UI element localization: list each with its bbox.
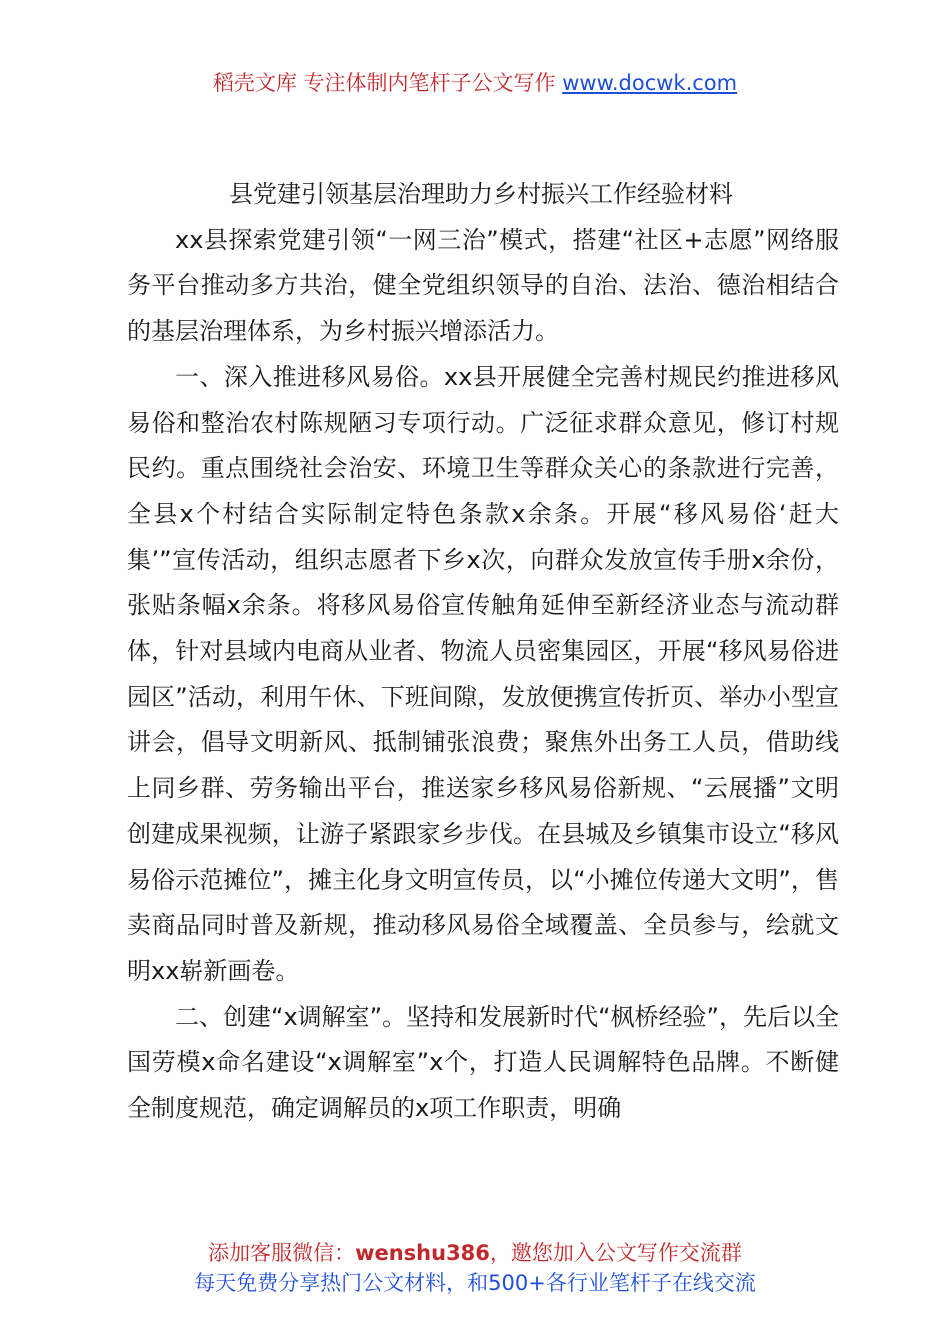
footer-contact-suffix: ，邀您加入公文写作交流群 [489,1241,742,1265]
page-footer [0,1238,950,1298]
header-brand: 稻壳文库 专注体制内笔杆子公文写作 [212,71,556,95]
paragraph-section-two: 二、创建“x调解室”。坚持和发展新时代“枫桥经验”，先后以全国劳模x命名建设“x调解室”x个，打造人民调解特色品牌。不断健全制度规范，确定调解员的x项工作职责，明确 [127,1002,839,1123]
document-body [127,172,839,1132]
header-website-link[interactable]: www.docwk.com [562,71,738,95]
footer-contact-line [0,1238,950,1268]
footer-promo-line: 每天免费分享热门公文材料，和500+各行业笔杆子在线交流 [194,1271,756,1295]
footer-wechat-id: wenshu386 [355,1241,490,1265]
page-header [0,68,950,98]
document-title: 县党建引领基层治理助力乡村振兴工作经验材料 [229,180,733,208]
paragraph-intro: xx县探索党建引领“一网三治”模式，搭建“社区+志愿”网络服务平台推动多方共治，健全党组织领导的自治、法治、德治相结合的基层治理体系，为乡村振兴增添活力。 [127,225,839,346]
footer-contact-prefix: 添加客服微信： [208,1241,356,1265]
paragraph-section-one: 一、深入推进移风易俗。xx县开展健全完善村规民约推进移风易俗和整治农村陈规陋习专项行动。广泛征求群众意见，修订村规民约。重点围绕社会治安、环境卫生等群众关心的条款进行完善，全县x个村结合实际制定特色条款x余条。开展“移风易俗‘赶大集’”宣传活动，组织志愿者下乡x次，向群众发放宣传手册x余份，张贴条幅x余条。将移风易俗宣传触角延伸至新经济业态与流动群体，针对县域内电商从业者、物流人员密集园区，开展“移风易俗进园区”活动，利用午休、下班间隙，发放便携宣传折页、举办小型宣讲会，倡导文明新风、抵制铺张浪费；聚焦外出务工人员，借助线上同乡群、劳务输出平台，推送家乡移风易俗新规、“云展播”文明创建成果视频，让游子紧跟家乡步伐。在县城及乡镇集市设立“移风易俗示范摊位”，摊主化身文明宣传员，以“小摊位传递大文明”，售卖商品同时普及新规，推动移风易俗全域覆盖、全员参与，绘就文明xx崭新画卷。 [127,362,839,985]
